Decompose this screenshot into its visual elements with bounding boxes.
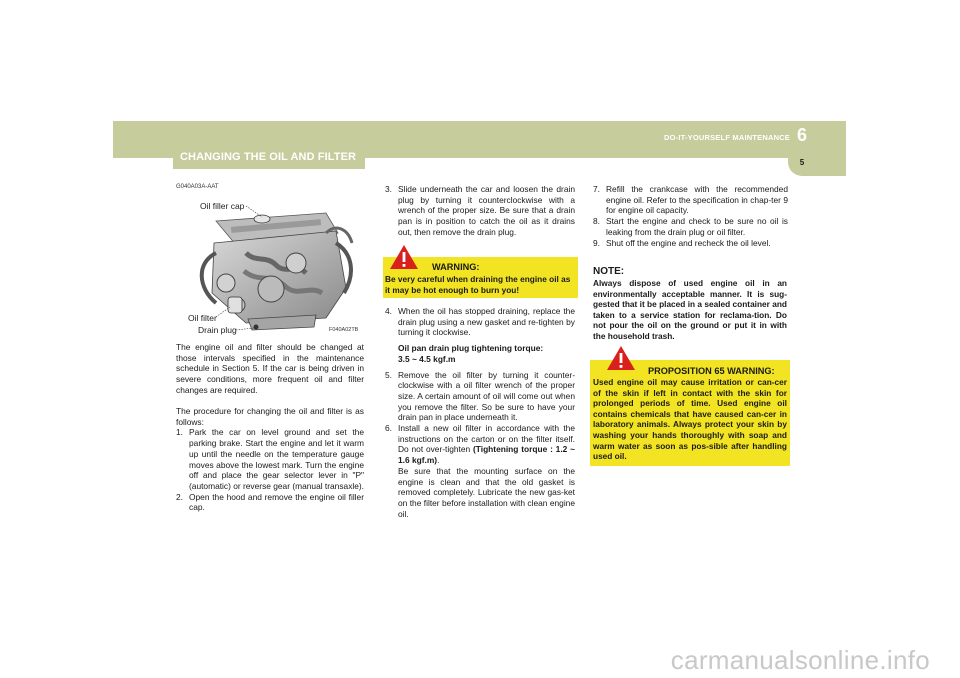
page-number: 5 [799,158,805,167]
step-number: 7. [593,184,600,194]
procedure-intro: The procedure for changing the oil and filter is as follows: [176,406,364,427]
step-number: 2. [176,491,183,502]
chapter-number: 6 [796,125,807,145]
step-text: When the oil has stopped draining, replace the drain plug using a new gasket and re-tighten by turning it clockwise. [398,306,575,338]
step-5 [385,370,575,424]
step-6 [385,423,575,519]
step-text-d: Be sure that the mounting surface on the engine is clean and that the old gasket is removed completely. Lubricate the new gas-ket on the filter before installation with clean engine oil. [398,465,575,519]
step-1 [176,427,364,491]
prop65-title: PROPOSITION 65 WARNING: [648,366,775,376]
step-8 [593,216,788,237]
step-number: 5. [385,369,392,380]
step-text: Open the hood and remove the engine oil filler cap. [189,491,364,513]
step-number: 1. [176,427,183,438]
step-4 [385,306,575,338]
step-9 [593,238,788,249]
step-number: 4. [385,306,392,316]
step-7 [593,184,788,216]
oil-filter-label: Oil filter [188,313,217,323]
step-text: Shut off the engine and recheck the oil level. [606,237,771,248]
step-text: Remove the oil filter by turning it counter-clockwise with a oil filter wrench of the proper size. A certain amount of oil will come out when you remove the filter. So be sure to have your drain pan in place underneath it. [398,369,575,423]
section-code: G040A03A-AAT [176,184,219,190]
column-1 [176,342,364,513]
warning-text: Be very careful when draining the engine oil as it may be hot enough to burn you! [385,274,571,295]
step-text: Refill the crankcase with the recommended engine oil. Refer to the specification in chap-ter 9 for engine oil capacity. [606,184,788,216]
step-number: 3. [385,184,392,194]
column-2 [385,184,575,238]
step-torque: (Tightening torque : 1.2 ~ 1.6 kgf.m) [398,444,575,466]
warning-triangle-icon [606,345,636,371]
drain-plug-label: Drain plug [198,325,237,335]
step-3 [385,184,575,238]
note-text: Always dispose of used engine oil in an environmentally acceptable manner. It is sug-gested that it be placed in a sealed container and taken to a service station for reclama-tion. Do not pour the oil on the ground or put it in with the household trash. [593,278,787,341]
note-title: NOTE: [593,266,625,277]
step-text: Slide underneath the car and loosen the drain plug by turning it counterclockwise with a wrench of the proper size. Be sure that a drain pan is in position to catch the oil as it drains out, then remove the drain plug. [398,184,575,237]
step-number: 8. [593,216,600,227]
step-number: 6. [385,423,392,434]
step-text-a: Install a new oil filter in accordance with the instructions on the carton or on the filter itself. Do not over-tighten [398,423,575,455]
intro-paragraph: The engine oil and filter should be changed at those intervals specified in the maintenance schedule in Section 5. If the car is being driven in severe conditions, more frequent oil and filter changes are required. [176,342,364,395]
step-text-c: . [437,455,440,466]
step-2 [176,492,364,513]
torque-value: 3.5 ~ 4.5 kgf.m [398,353,456,364]
section-title: CHANGING THE OIL AND FILTER [180,151,357,163]
torque-label: Oil pan drain plug tightening torque: [398,343,544,354]
figure-code: F040A02TB [329,327,359,333]
step-text: Start the engine and check to be sure no oil is leaking from the drain plug or oil filter. [606,216,788,237]
step-text: Park the car on level ground and set the parking brake. Start the engine and let it warm up until the needle on the temperature gauge moves above the lowest mark. Turn the engine off and place the gear selector lever in "P" (automatic) or reverse gear (manual transaxle). [189,427,365,491]
oil-filler-cap-label: Oil filler cap [200,201,245,211]
column-3 [593,184,788,248]
warning-title: WARNING: [432,262,480,272]
engine-figure [176,193,363,338]
column-2-lower [385,306,575,519]
header-section-label: DO-IT-YOURSELF MAINTENANCE [663,133,790,142]
site-watermark: carmanualsonline.info [670,645,930,675]
step-number: 9. [593,237,600,248]
warning-triangle-icon [389,244,419,270]
prop65-text: Used engine oil may cause irritation or can-cer of the skin if left in contact with the skin for prolonged periods of time. Used engine oil contains chemicals that have caused can-cer in laboratory animals. Always protect your skin by washing your hands thoroughly with soap and warm water as soon as pos-sible after handling used oil. [593,377,787,462]
